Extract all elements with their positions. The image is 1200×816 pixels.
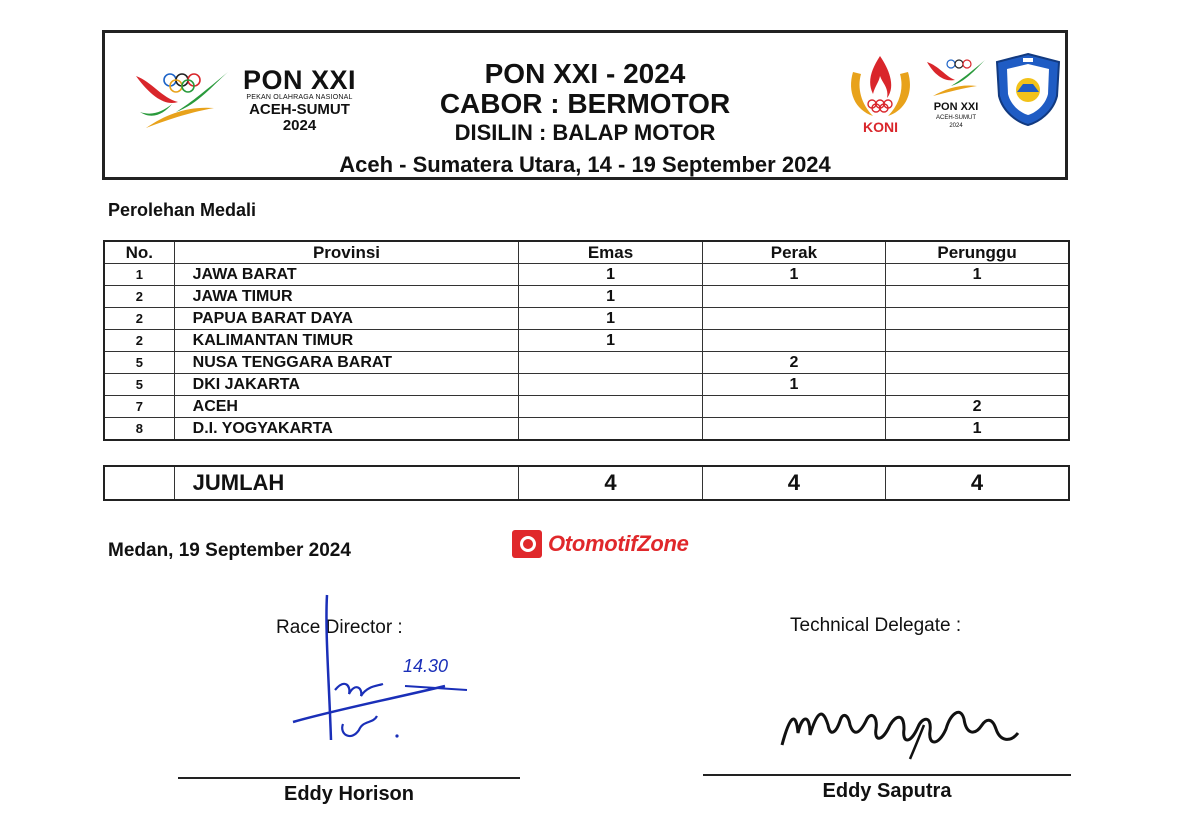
row-no: 2 bbox=[104, 330, 174, 352]
row-emas bbox=[519, 374, 702, 396]
row-perunggu bbox=[886, 352, 1069, 374]
table-row bbox=[104, 330, 1069, 352]
document-title: PON XXI - 2024 bbox=[484, 58, 686, 89]
disiplin-title: DISILIN : BALAP MOTOR bbox=[454, 120, 716, 145]
row-emas: 1 bbox=[519, 330, 702, 352]
header-perak: Perak bbox=[702, 241, 885, 264]
logo-line4: 2024 bbox=[282, 117, 317, 134]
technical-delegate-name: Eddy Saputra bbox=[822, 780, 952, 802]
total-emas: 4 bbox=[519, 466, 702, 500]
pon-xxi-logo bbox=[132, 62, 232, 132]
row-perunggu bbox=[886, 374, 1069, 396]
row-provinsi: KALIMANTAN TIMUR bbox=[174, 330, 519, 352]
small-logo-line3: 2024 bbox=[949, 123, 963, 129]
race-director-label: Race Director : bbox=[276, 617, 403, 638]
row-emas: 1 bbox=[519, 264, 702, 286]
row-perunggu bbox=[886, 308, 1069, 330]
row-perak bbox=[702, 286, 885, 308]
table-row bbox=[104, 352, 1069, 374]
row-provinsi: JAWA BARAT bbox=[174, 264, 519, 286]
row-no: 1 bbox=[104, 264, 174, 286]
row-provinsi: NUSA TENGGARA BARAT bbox=[174, 352, 519, 374]
watermark-text: OtomotifZone bbox=[548, 531, 689, 556]
row-emas bbox=[519, 396, 702, 418]
table-row bbox=[104, 396, 1069, 418]
right-signature-line bbox=[703, 774, 1071, 776]
row-provinsi: ACEH bbox=[174, 396, 519, 418]
table-row bbox=[104, 286, 1069, 308]
total-perunggu: 4 bbox=[886, 466, 1069, 500]
total-perak: 4 bbox=[702, 466, 885, 500]
table-row bbox=[104, 374, 1069, 396]
total-spacer bbox=[104, 466, 174, 500]
row-no: 2 bbox=[104, 286, 174, 308]
row-perak: 2 bbox=[702, 352, 885, 374]
row-no: 5 bbox=[104, 352, 174, 374]
table-row bbox=[104, 418, 1069, 441]
row-perak bbox=[702, 396, 885, 418]
cabor-title: CABOR : BERMOTOR bbox=[439, 88, 731, 119]
row-provinsi: JAWA TIMUR bbox=[174, 286, 519, 308]
row-perak bbox=[702, 308, 885, 330]
small-logo-line2: ACEH-SUMUT bbox=[936, 115, 976, 121]
row-perak: 1 bbox=[702, 264, 885, 286]
row-perak bbox=[702, 418, 885, 441]
row-no: 8 bbox=[104, 418, 174, 441]
technical-delegate-label: Technical Delegate : bbox=[790, 615, 962, 636]
venue-date: Aceh - Sumatera Utara, 14 - 19 September 2024 bbox=[339, 152, 831, 177]
row-perunggu: 1 bbox=[886, 264, 1069, 286]
table-row bbox=[104, 264, 1069, 286]
logo-line1: PON XXI bbox=[242, 65, 357, 95]
medal-table bbox=[103, 240, 1070, 441]
logo-line3: ACEH-SUMUT bbox=[249, 101, 350, 118]
header-no: No. bbox=[104, 241, 174, 264]
header-emas: Emas bbox=[519, 241, 702, 264]
row-perak bbox=[702, 330, 885, 352]
koni-logo bbox=[843, 52, 918, 137]
race-director-name: Eddy Horison bbox=[283, 783, 414, 805]
imi-logo bbox=[993, 52, 1063, 127]
pon-xxi-wordmark bbox=[237, 67, 362, 134]
row-no: 7 bbox=[104, 396, 174, 418]
table-header-row bbox=[104, 241, 1069, 264]
row-perunggu: 2 bbox=[886, 396, 1069, 418]
total-table bbox=[103, 465, 1070, 501]
date-line: Medan, 19 September 2024 bbox=[108, 540, 351, 561]
section-label: Perolehan Medali bbox=[108, 200, 257, 220]
signature-time: 14.30 bbox=[403, 656, 449, 676]
koni-label: KONI bbox=[863, 119, 898, 135]
row-perunggu bbox=[886, 286, 1069, 308]
total-label: JUMLAH bbox=[174, 466, 519, 500]
row-no: 2 bbox=[104, 308, 174, 330]
row-provinsi: DKI JAKARTA bbox=[174, 374, 519, 396]
row-perak: 1 bbox=[702, 374, 885, 396]
row-perunggu bbox=[886, 330, 1069, 352]
row-perunggu: 1 bbox=[886, 418, 1069, 441]
row-emas bbox=[519, 418, 702, 441]
pon-xxi-small-logo bbox=[925, 54, 987, 132]
row-provinsi: PAPUA BARAT DAYA bbox=[174, 308, 519, 330]
small-logo-line1: PON XXI bbox=[933, 101, 979, 113]
header-provinsi: Provinsi bbox=[174, 241, 519, 264]
race-director-signature bbox=[285, 590, 485, 760]
row-no: 5 bbox=[104, 374, 174, 396]
header-perunggu: Perunggu bbox=[886, 241, 1069, 264]
technical-delegate-signature bbox=[770, 685, 1030, 765]
logo-line2: PEKAN OLAHRAGA NASIONAL bbox=[246, 94, 353, 101]
row-emas bbox=[519, 352, 702, 374]
total-row bbox=[104, 466, 1069, 500]
row-emas: 1 bbox=[519, 308, 702, 330]
left-signature-line bbox=[178, 777, 520, 779]
table-row bbox=[104, 308, 1069, 330]
row-emas: 1 bbox=[519, 286, 702, 308]
row-provinsi: D.I. YOGYAKARTA bbox=[174, 418, 519, 441]
watermark-camera-icon bbox=[512, 530, 542, 558]
